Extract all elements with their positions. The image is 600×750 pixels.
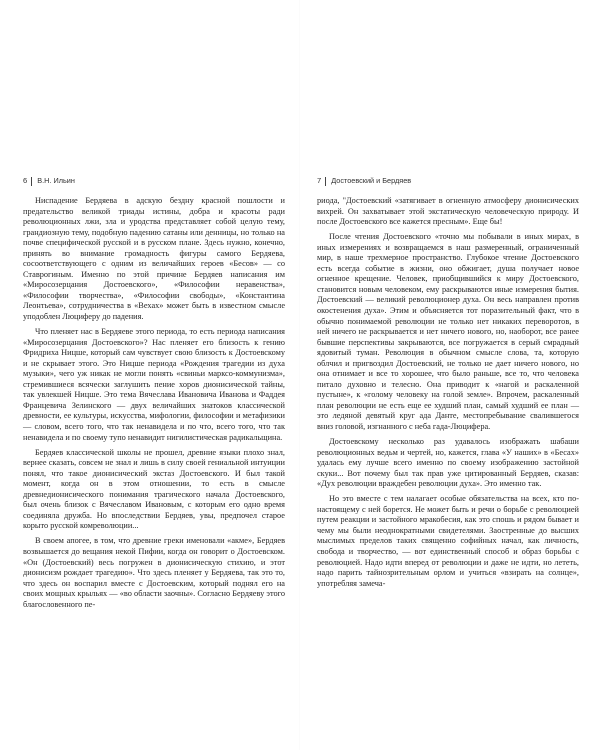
- right-paragraph-2: После чтения Достоевского «точно мы побывали в иных мирах, в иных измерениях и возвращаемся в наш размеренный, ограниченный мир, в наше трехмерное пространство. Глубокое чтение Достоевского есть всегда событие в жизни, оно обжигает, душа получает новое огненное крещение. Человек, приобщившийся к миру Достоевского, становится новым человеком, ему раскрываются иные измерения бытия. Достоевский — великий революционер духа. Он весь направлен против окостенения духа». Этим и объясняется тот поразительный факт, что в обычно понимаемой революции не только нет никаких переворотов, в ней ничего не раскрывается и нет ничего нового, но, наоборот, все ранее бывшие перспективы закрываются, все погружается в серый смрадный ядовитый туман. Революция в обычном смысле слова, та, которую облчил и пригвоздил Достоевский, не только не дает ничего нового, но она отнимает и все то хорошее, что было раньше, все то, что человека питало духовно и телесно. Она приводит к «нагой и раскаленной пустыне», к «голому человеку на голой земле». Впрочем, раскаленный план революции не есть еще ее худший план, самый худший ее план — это ледяной девятый круг ада Данте, местопребывание свалившегося вниз головой, изгнанного с неба гада-Люцифера.: [317, 232, 579, 431]
- left-paragraph-3: Бердяев классической школы не прошел, древние языки плохо знал, вернее сказать, совсем не знал и лишь в силу своей гениальной интуиции понял, что такое дионисический экстаз Достоевского. И был такой момент, когда он в этом отношении, то есть в смысле древнедионисического понимания трагического начала Достоевского, был очень близок с Вячеславом Ивановым, с которым его одно время соединяла дружба. Но впоследствии Бердяев, увы, предпочел старое корыто русской комреволюции...: [23, 447, 285, 531]
- left-page-number: 6: [23, 176, 28, 185]
- left-paragraph-2: Что пленяет нас в Бердяеве этого периода, то есть периода написания «Миросозерцания Достоевского»? Нас пленяет его близость к гению Фридриха Ницше, который сам чувствует свою близость к Достоевскому и не скрывает этого. Это Ницше периода «Рождения трагедии из духа музыки», чего уж никак не могли понять «свиньи марксо-коммунизма», стремившиеся всячески заглушить пение хоров дионисической тайны, так увлекшей Ницше. Это тема Вячеслава Ивановича Иванова и Фаддея Францевича Зелинского — двух величайших знатоков классической древности, ее культуры, искусства, мифологии, философии и метафизики — словом, всего того, что так ненавидела и по что, всего того, что так ненавидела и по своему тупо ненавидит нигилистическая радикальщина.: [23, 327, 285, 442]
- right-running-head: [317, 176, 579, 186]
- gutter-shadow: [299, 0, 300, 750]
- right-paragraph-3: Достоевскому несколько раз удавалось изображать шабаши революционных ведьм и чертей, но, кажется, глава «У наших» в «Бесах» удалась ему лучше всего именно по своему изображению застойной скуки... Вот почему был так прав уже цитированный Бердяев, сказав: «Дух революции враждебен революции духа». Это именно так.: [317, 437, 579, 489]
- right-paragraph-4: Но это вместе с тем налагает особые обязательства на всех, кто по-настоящему с ней борется. Не может быть и речи о борьбе с революцией путем реакции и застойного мракобесия, как это спошь и рядом бывает и чему мы были неоднократными свидетелями. Заостренные до высших мыслимых пределов таких священно софийных начал, как личность, свобода и творчество, — вот единственный способ и образ борьбы с революцией. Надо идти вперед от революции и даже не идти, но лететь, надо парить тайнозрительным орлом и учиться «взирать на солнце», употребляя замеча-: [317, 494, 579, 588]
- right-body-text: [317, 196, 579, 589]
- right-paragraph-1: риода, "Достоевский «затягивает в огненную атмосферу дионисических вихрей. Он захватывает этой экстатическую человеческую природу. И после Достоевского все кажется пресным». Еще бы!: [317, 196, 579, 227]
- running-head-separator: [31, 177, 32, 186]
- left-running-head-title: В.Н. Ильин: [37, 176, 75, 185]
- left-paragraph-4: В своем апогее, в том, что древние греки именовали «акме», Бердяев возвышается до вещания некой Пифии, когда он говорит о Достоевском. «Он (Достоевский) весь погружен в дионисическую стихию, и этот дионисизм рождает трагедию». Что здесь пленяет у Бердяева, так это то, что здесь он воспарил вместе с Достоевским, который поднял его на своих мощных крыльях — «во области заочны». Согласно Бердяеву этого благословенного пе-: [23, 536, 285, 609]
- right-page: [317, 176, 579, 594]
- left-paragraph-1: Ниспадение Бердяева в адскую бездну красной пошлости и предательство великой триады истины, добра и красоты ради революционных лжи, зла и уродства представляет собой целую тему, грандиозную тему, подобную падению сатаны или денницы, но только на почве специфической русской и в русском плане. Здесь нужно, конечно, принять во внимание громадность фигуры самого Бердяева, сосоответствующего с одним из величайших героев «Бесов» — со Ставрогиным. Именно по этой причине Бердяев написания им «Миросозерцания Достоевского», «Философии неравенства», «Философии творчества», «Философии свободы», «Константина Леонтьева», сотрудничества в «Вехах» может быть в известном смысле уподоблен Люциферу до падения.: [23, 196, 285, 322]
- left-page: [23, 176, 285, 615]
- right-page-number: 7: [317, 176, 322, 185]
- running-head-separator: [325, 177, 326, 186]
- left-running-head: [23, 176, 285, 186]
- left-body-text: [23, 196, 285, 610]
- right-running-head-title: Достоевский и Бердяев: [331, 176, 412, 185]
